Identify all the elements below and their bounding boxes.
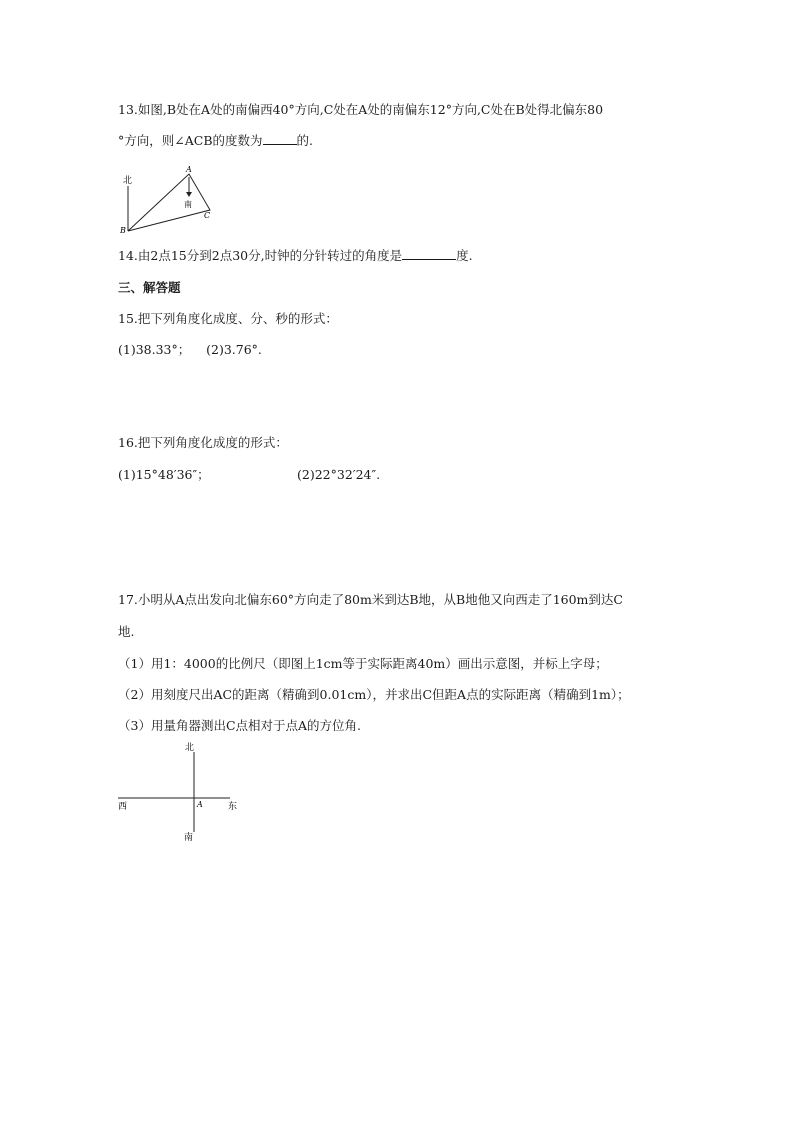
q15-parts: (1)38.33°； (2)3.76°. [118,342,262,357]
q13-line1: 13.如图,B处在A处的南偏西40°方向,C处在A处的南偏东12°方向,C处在B处得北偏东80 [118,102,604,117]
q13-label-b: B [120,226,126,234]
q13-north-label: 北 [123,176,133,186]
q14-line [118,247,473,265]
q17-stem2: 地. [118,624,135,639]
q13-line2-post: 的. [296,133,313,148]
q13-south-label: 南 [184,200,192,209]
q17-stem1: 17.小明从A点出发向北偏东60°方向走了80m米到达B地，从B地他又向西走了160m到达C [118,592,623,607]
q17-east-label: 东 [228,802,238,812]
q16-stem: 16.把下列角度化成度的形式： [118,435,288,450]
q14-pre: 14.由2点15分到2点30分,时钟的分针转过的角度是 [118,248,403,263]
q17-sub1: （1）用1：4000的比例尺（即图上1cm等于实际距离40m）画出示意图，并标上字母； [118,656,608,671]
q17-sub2: （2）用刻度尺出AC的距离（精确到0.01cm），并求出C但距A点的实际距离（精确到1m）； [118,687,630,702]
q13-line2 [118,132,313,150]
q13-line2-pre: °方向，则∠ACB的度数为 [118,133,263,148]
q17-north-label: 北 [185,743,195,753]
section3-title: 三、解答题 [118,280,181,295]
q17-sub3: （3）用量角器测出C点相对于点A的方位角. [118,718,362,733]
q16-part2: (2)22°32′24″. [297,467,381,482]
q14-post: 度. [456,248,473,263]
q17-west-label: 西 [118,802,128,812]
q13-answer-blank [263,132,297,145]
q16-part1: (1)15°48′36″； [118,467,210,482]
q15-stem: 15.把下列角度化成度、分、秒的形式： [118,311,338,326]
q17-south-label: 南 [184,833,194,843]
q13-south-arrow-head [186,192,192,197]
q14-answer-blank [402,247,456,260]
q17-label-a: A [197,800,203,809]
q13-label-c: C [204,211,211,220]
q13-triangle [128,174,210,231]
q13-figure [118,164,218,234]
q13-label-a: A [186,165,192,174]
q17-compass-figure [115,740,245,845]
